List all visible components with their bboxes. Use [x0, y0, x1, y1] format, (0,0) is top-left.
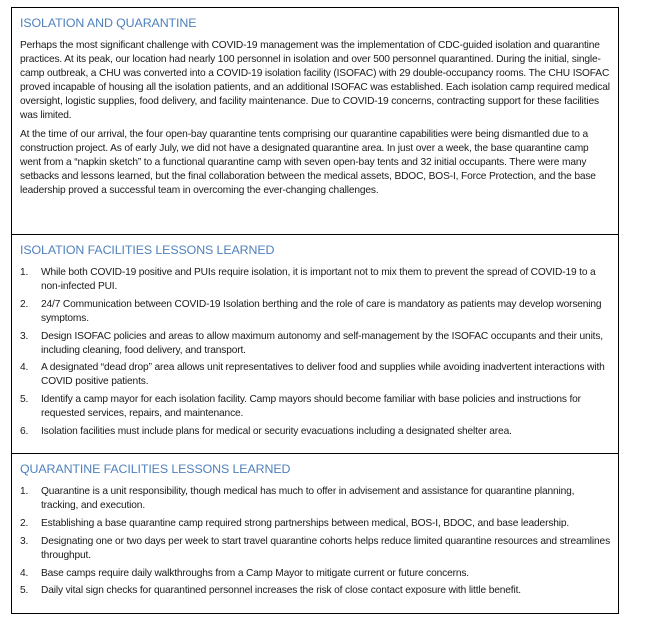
item-number: 2.	[20, 517, 29, 529]
item-text: Identify a camp mayor for each isolation facility. Camp mayors should become familiar with base policies and instructions for requested services, repairs, and maintenance.	[41, 394, 581, 420]
list-item	[20, 584, 610, 598]
item-number: 1.	[20, 486, 29, 497]
paragraph: At the time of our arrival, the four open-bay quarantine tents comprising our quarantine capabilities were being dismantled due to a construction project. As of early July, we did not have a designated quarantine area. In just over a week, the base quarantine camp went from a “napkin sketch” to a functional quarantine camp with seven open-bay tents and 32 initial occupants. There were many setbacks and lessons learned, but the final collaboration between the medical assets, BDOC, BOS-I, Force Protection, and the base leadership proved a successful team in overcoming the ever-changing challenges.	[20, 129, 596, 197]
item-number: 1.	[20, 267, 29, 278]
item-text: Designating one or two days per week to start travel quarantine cohorts helps reduce limited quarantine resources and streamlines throughput.	[41, 535, 611, 561]
list-item	[20, 361, 610, 389]
item-text: Quarantine is a unit responsibility, though medical has much to offer in advisement and assistance for quarantine planning, tracking, and execution.	[41, 486, 575, 511]
item-number: 4.	[20, 567, 29, 579]
section-quarantine-lessons	[12, 453, 618, 613]
item-number: 2.	[20, 298, 29, 310]
section-title: ISOLATION AND QUARANTINE	[20, 16, 197, 30]
item-number: 6.	[20, 426, 29, 438]
list-item	[20, 485, 610, 513]
lessons-list	[20, 485, 610, 598]
document-box	[11, 7, 619, 614]
paragraph: Perhaps the most significant challenge with COVID-19 management was the implementation of CDC-guided isolation and quarantine practices. At its peak, our location had nearly 100 personnel in isolation and over 500 personnel quarantined. During the initial, single-camp outbreak, a CHU was converted into a COVID-19 isolation facility (ISOFAC) with 29 double-occupancy rooms. The CHU ISOFAC proved incapable of housing all the isolation patients, and an additional ISOFAC was established. Each isolation camp required medical oversight, logistic supplies, food delivery, and facility maintenance. Due to COVID-19 concerns, contracting support for these facilities was limited.	[20, 40, 610, 121]
item-text: While both COVID-19 positive and PUIs require isolation, it is important not to mix them to prevent the spread of COVID-19 to a non-infected PUI.	[41, 267, 596, 292]
list-item	[20, 266, 610, 294]
list-item	[20, 425, 610, 439]
list-item	[20, 567, 610, 581]
list-item	[20, 393, 610, 421]
item-number: 3.	[20, 330, 29, 342]
item-text: 24/7 Communication between COVID-19 Isolation berthing and the role of care is mandatory as patients may develop worsening symptoms.	[41, 298, 602, 324]
section-isolation-lessons	[12, 234, 618, 453]
item-number: 4.	[20, 362, 29, 374]
section-title: ISOLATION FACILITIES LESSONS LEARNED	[20, 243, 275, 257]
item-number: 5.	[20, 394, 29, 406]
section-title: QUARANTINE FACILITIES LESSONS LEARNED	[20, 462, 291, 476]
item-number: 3.	[20, 535, 29, 547]
item-number: 5.	[20, 585, 29, 597]
item-text: Daily vital sign checks for quarantined personnel increases the risk of close contact exposure with little benefit.	[41, 585, 521, 597]
item-text: Design ISOFAC policies and areas to allow maximum autonomy and self-management by the ISOFAC occupants and their units, including cleaning, food delivery, and transport.	[41, 330, 603, 356]
item-text: Base camps require daily walkthroughs from a Camp Mayor to mitigate current or future concerns.	[41, 567, 469, 579]
item-text: Isolation facilities must include plans for medical or security evacuations including a designated shelter area.	[41, 426, 512, 438]
section-isolation-and-quarantine	[12, 8, 618, 234]
list-item	[20, 330, 610, 358]
list-item	[20, 535, 610, 563]
list-item	[20, 517, 610, 531]
lessons-list	[20, 266, 610, 439]
item-text: A designated “dead drop” area allows unit representatives to deliver food and supplies while avoiding inadvertent interactions with COVID positive patients.	[41, 362, 605, 388]
item-text: Establishing a base quarantine camp required strong partnerships between medical, BOS-I, BDOC, and base leadership.	[41, 517, 570, 529]
list-item	[20, 298, 610, 326]
